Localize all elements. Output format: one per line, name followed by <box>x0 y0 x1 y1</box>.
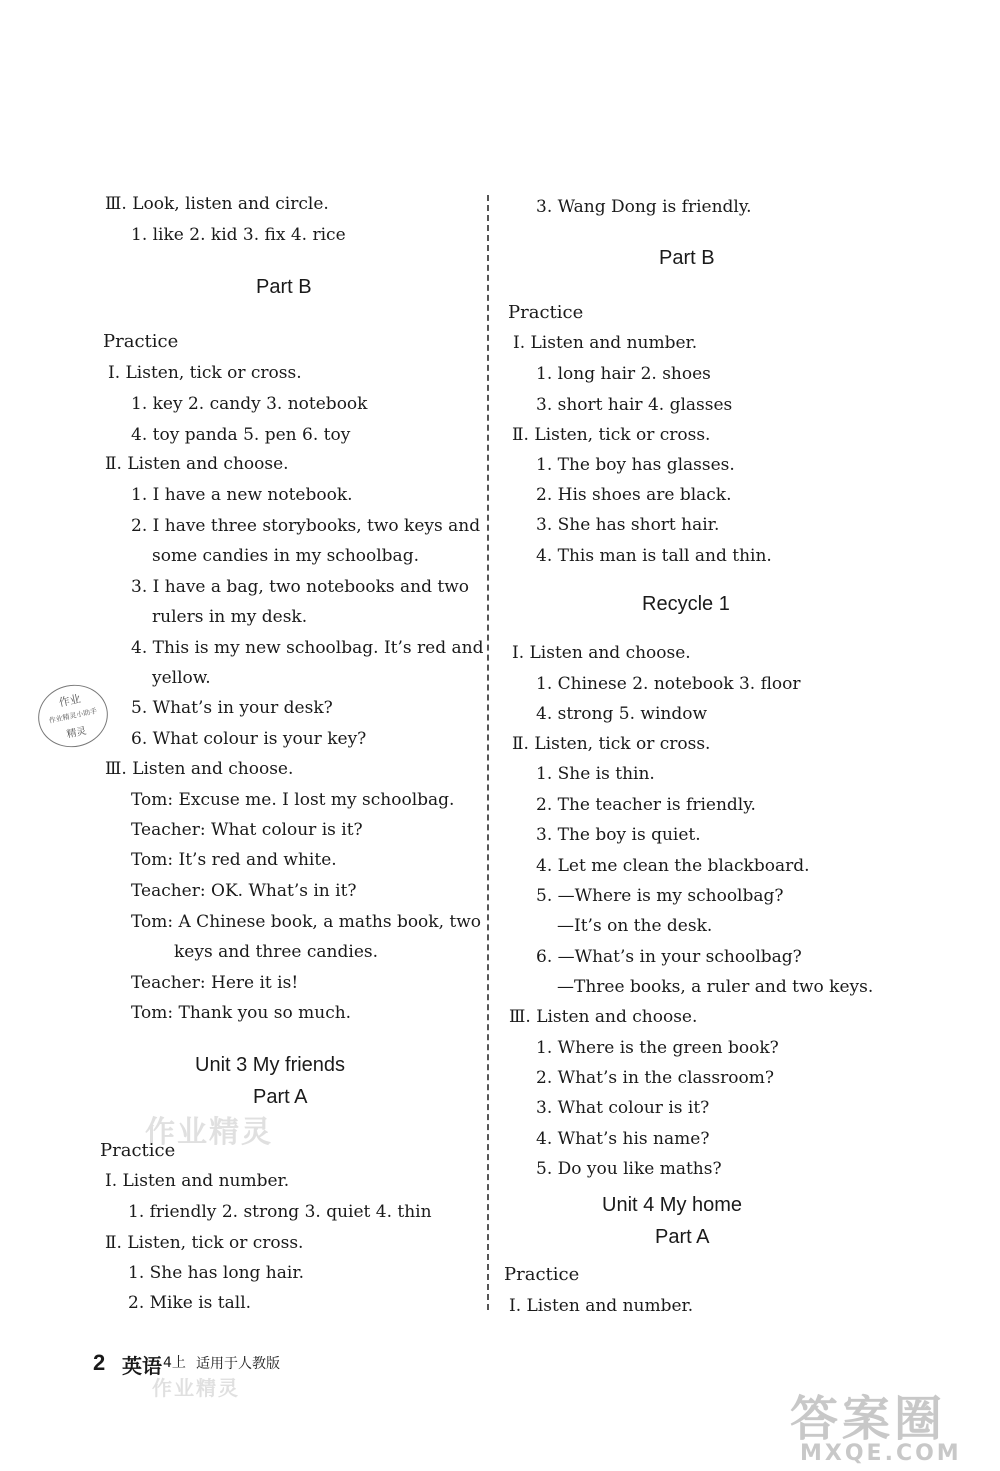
recycle-1-heading: Recycle 1 <box>642 593 730 615</box>
answer-line: 2. What’s in the classroom? <box>536 1068 774 1088</box>
dialogue-line: Tom: It’s red and white. <box>131 850 337 870</box>
answer-line: 4. strong 5. window <box>536 704 708 724</box>
answer-line: 5. Do you like maths? <box>536 1159 722 1179</box>
practice-label: Practice <box>103 331 179 352</box>
answer-line: —Three books, a ruler and two keys. <box>557 977 874 997</box>
answer-line: 3. Wang Dong is friendly. <box>536 197 752 217</box>
answer-line: 1. Chinese 2. notebook 3. floor <box>536 674 801 694</box>
answer-line: 1. friendly 2. strong 3. quiet 4. thin <box>128 1202 432 1222</box>
answer-line: 1. long hair 2. shoes <box>536 364 711 384</box>
watermark-footer: 作业精灵 <box>152 1376 240 1400</box>
section-heading: Ⅲ. Listen and choose. <box>509 1007 698 1027</box>
left-section-3-heading: Ⅲ. Look, listen and circle. <box>105 194 329 214</box>
footer-grade: 4上 <box>163 1355 186 1371</box>
answer-line: 1. Where is the green book? <box>536 1038 779 1058</box>
section-heading: Ⅰ. Listen and number. <box>513 333 698 353</box>
answer-line: 3. The boy is quiet. <box>536 825 701 845</box>
answer-line: 2. I have three storybooks, two keys and <box>131 516 481 536</box>
section-heading: Ⅱ. Listen and choose. <box>105 454 289 474</box>
dialogue-line: Teacher: Here it is! <box>131 973 299 993</box>
answer-line: 3. I have a bag, two notebooks and two <box>131 577 470 597</box>
column-divider <box>487 195 489 1310</box>
answer-line: 3. short hair 4. glasses <box>536 395 733 415</box>
answer-line: some candies in my schoolbag. <box>152 546 419 566</box>
section-heading: Ⅰ. Listen, tick or cross. <box>108 363 302 383</box>
footer-subject: 英语 <box>122 1354 162 1378</box>
unit-3-heading: Unit 3 My friends <box>195 1054 346 1076</box>
answer-line: 2. Mike is tall. <box>128 1293 252 1313</box>
unit-4-heading: Unit 4 My home <box>602 1194 743 1216</box>
section-heading: Ⅱ. Listen, tick or cross. <box>512 425 711 445</box>
stamp-middle: 作业精灵小助手 <box>48 706 98 726</box>
answer-line: 3. She has short hair. <box>536 515 720 535</box>
practice-label: Practice <box>100 1140 176 1161</box>
site-url: MXQE.COM <box>800 1441 962 1466</box>
answer-line: 1. key 2. candy 3. notebook <box>131 394 368 414</box>
answer-line: 6. —What’s in your schoolbag? <box>536 947 802 967</box>
part-a-heading: Part A <box>655 1226 710 1248</box>
answer-line: 4. toy panda 5. pen 6. toy <box>131 425 351 445</box>
section-heading: Ⅰ. Listen and number. <box>509 1296 694 1316</box>
section-heading: Ⅱ. Listen, tick or cross. <box>512 734 711 754</box>
dialogue-line: keys and three candies. <box>174 942 379 962</box>
answer-line: 2. The teacher is friendly. <box>536 795 756 815</box>
dialogue-line: Teacher: What colour is it? <box>131 820 363 840</box>
answer-line: 6. What colour is your key? <box>131 729 367 749</box>
dialogue-line: Tom: Thank you so much. <box>131 1003 352 1023</box>
section-heading: Ⅲ. Listen and choose. <box>105 759 294 779</box>
answer-line: —It’s on the desk. <box>557 916 713 936</box>
answer-line: 3. What colour is it? <box>536 1098 710 1118</box>
answer-line: 4. This is my new schoolbag. It’s red and <box>131 638 484 658</box>
answer-line: 2. His shoes are black. <box>536 485 732 505</box>
left-part-b-heading: Part B <box>256 276 312 298</box>
watermark-mid: 作业精灵 <box>145 1115 273 1150</box>
answer-line: rulers in my desk. <box>152 607 308 627</box>
answer-line: 5. What’s in your desk? <box>131 698 333 718</box>
answer-line: yellow. <box>152 668 211 688</box>
answer-line: 4. This man is tall and thin. <box>536 546 772 566</box>
answer-line: 4. What’s his name? <box>536 1129 710 1149</box>
answer-line: 1. The boy has glasses. <box>536 455 735 475</box>
right-part-b-heading: Part B <box>659 247 715 269</box>
dialogue-line: Teacher: OK. What’s in it? <box>131 881 357 901</box>
practice-label: Practice <box>508 302 584 323</box>
stamp-bottom: 精灵 <box>65 725 88 741</box>
dialogue-line: Tom: Excuse me. I lost my schoolbag. <box>131 790 455 810</box>
answer-line: 5. —Where is my schoolbag? <box>536 886 784 906</box>
part-a-heading: Part A <box>253 1086 308 1108</box>
section-heading: Ⅰ. Listen and choose. <box>512 643 691 663</box>
practice-label: Practice <box>504 1264 580 1285</box>
answer-line: 1. She is thin. <box>536 764 655 784</box>
section-heading: Ⅰ. Listen and number. <box>105 1171 290 1191</box>
stamp-logo <box>32 678 113 753</box>
left-answers: 1. like 2. kid 3. fix 4. rice <box>131 225 346 245</box>
stamp-top: 作业 <box>57 692 82 710</box>
dialogue-line: Tom: A Chinese book, a maths book, two <box>131 912 482 932</box>
section-heading: Ⅱ. Listen, tick or cross. <box>105 1233 304 1253</box>
answer-line: 1. I have a new notebook. <box>131 485 353 505</box>
site-logo-text: 答案圈 <box>790 1391 947 1447</box>
answer-line: 1. She has long hair. <box>128 1263 304 1283</box>
footer-edition: 适用于人教版 <box>196 1356 280 1372</box>
site-logo <box>790 1380 962 1466</box>
page-number: 2 <box>93 1350 106 1375</box>
answer-line: 4. Let me clean the blackboard. <box>536 856 810 876</box>
